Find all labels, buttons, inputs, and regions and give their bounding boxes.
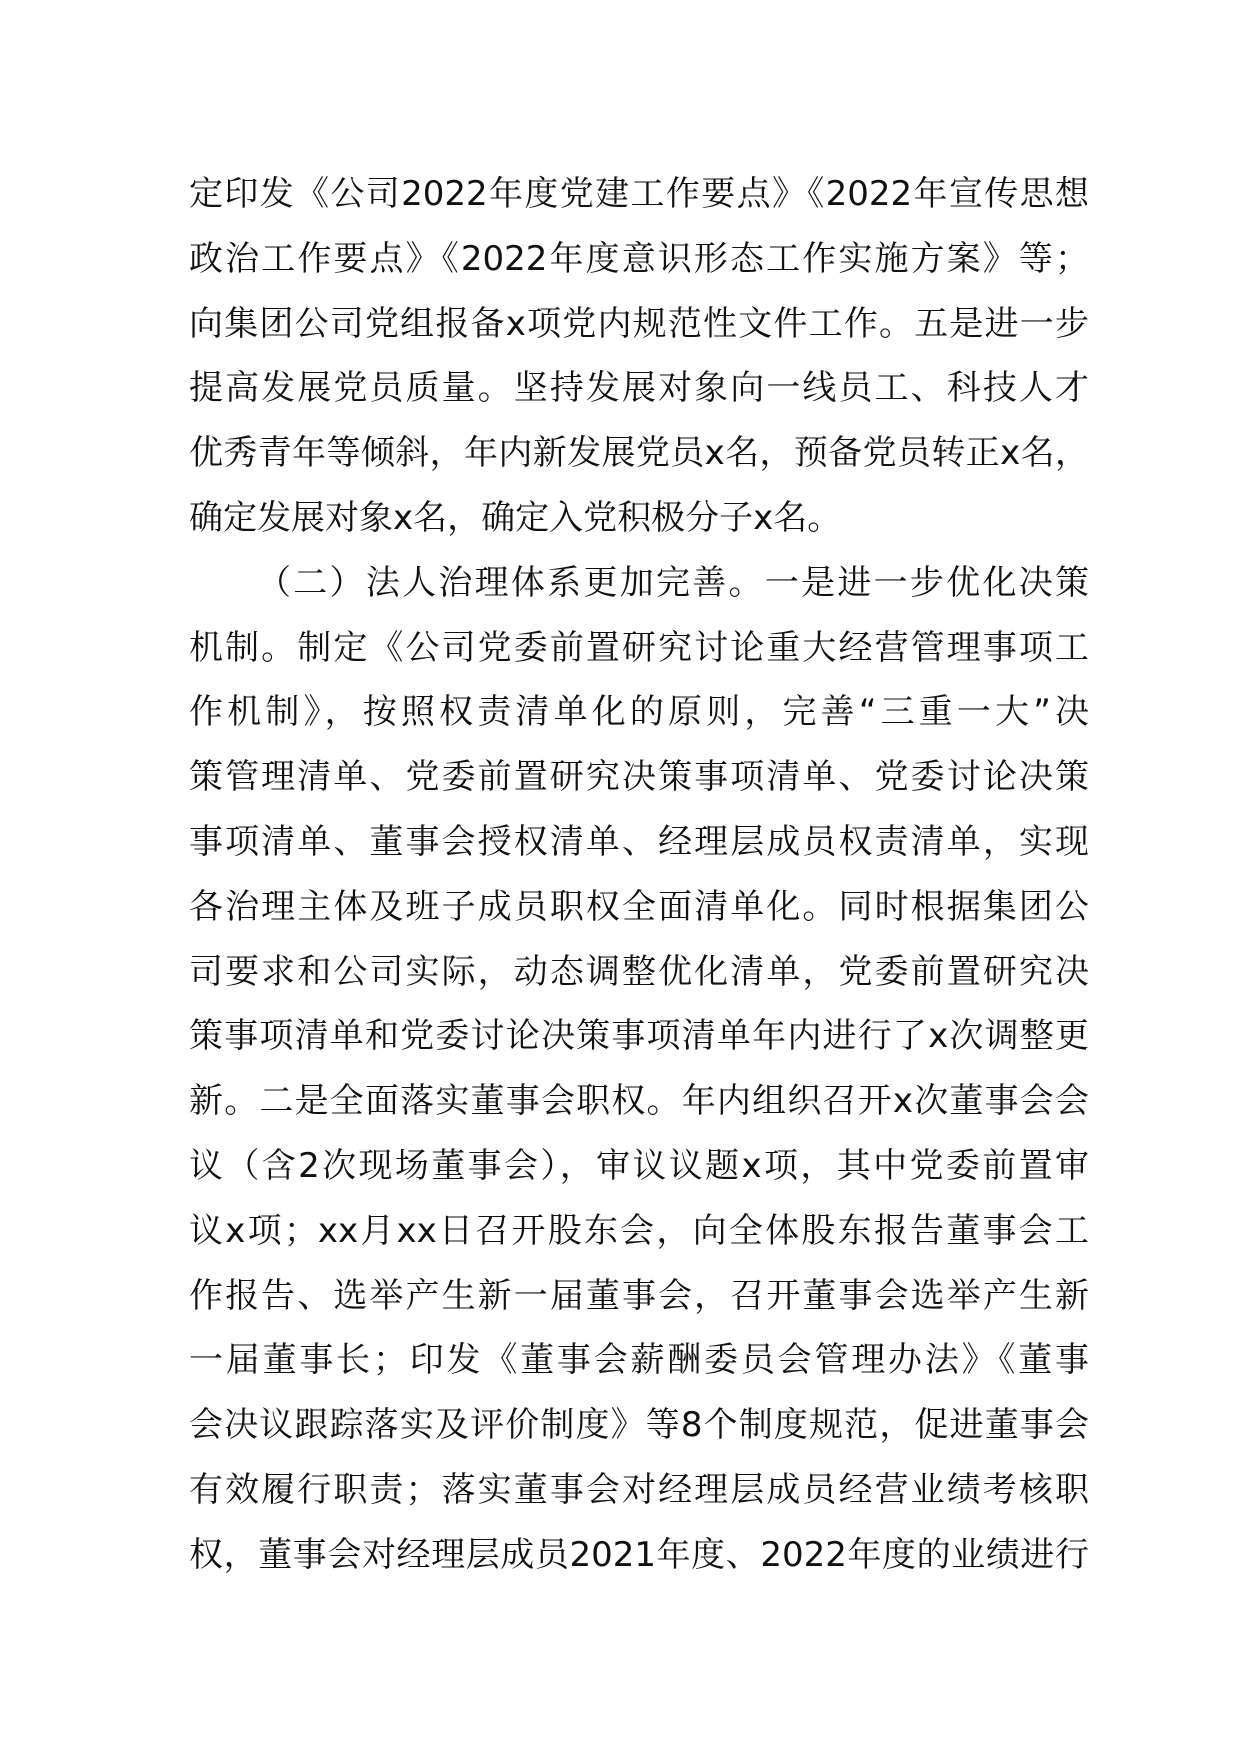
section-heading-line: （二）法人治理体系更加完善。一是进一步优化决策 — [257, 562, 1089, 603]
body-text — [189, 162, 1089, 1588]
text-line: 作机制》，按照权责清单化的原则，完善“三重一大”决 — [189, 692, 1089, 733]
text-line: 向集团公司党组报备x项党内规范性文件工作。五是进一步 — [189, 303, 1089, 344]
text-line: 一届董事长；印发《董事会薪酬委员会管理办法》《董事 — [189, 1340, 1089, 1381]
text-line: 各治理主体及班子成员职权全面清单化。同时根据集团公 — [189, 886, 1089, 927]
text-line: 策事项清单和党委讨论决策事项清单年内进行了x次调整更 — [189, 1016, 1089, 1057]
text-line: 定印发《公司2022年度党建工作要点》《2022年宣传思想 — [189, 174, 1089, 214]
text-line: 有效履行职责；落实董事会对经理层成员经营业绩考核职 — [189, 1469, 1089, 1510]
text-line: 政治工作要点》《2022年度意识形态工作实施方案》等； — [189, 238, 1089, 279]
text-line: 司要求和公司实际，动态调整优化清单，党委前置研究决 — [189, 951, 1089, 992]
text-line: 权，董事会对经理层成员2021年度、2022年度的业绩进行 — [189, 1534, 1089, 1575]
text-line: 事项清单、董事会授权清单、经理层成员权责清单，实现 — [189, 821, 1089, 862]
text-line: 议（含2次现场董事会），审议议题x项，其中党委前置审 — [189, 1145, 1089, 1186]
text-line: 优秀青年等倾斜，年内新发展党员x名，预备党员转正x名， — [189, 433, 1089, 474]
text-line: 作报告、选举产生新一届董事会，召开董事会选举产生新 — [189, 1275, 1089, 1316]
text-line: 议x项；xx月xx日召开股东会，向全体股东报告董事会工 — [189, 1210, 1089, 1251]
text-line: 提高发展党员质量。坚持发展对象向一线员工、科技人才 — [189, 368, 1089, 409]
text-line: 新。二是全面落实董事会职权。年内组织召开x次董事会会 — [189, 1081, 1089, 1122]
text-line: 会决议跟踪落实及评价制度》等8个制度规范，促进董事会 — [189, 1405, 1089, 1446]
paragraph-last-line: 确定发展对象x名，确定入党积极分子x名。 — [189, 497, 842, 538]
text-line: 策管理清单、党委前置研究决策事项清单、党委讨论决策 — [189, 757, 1089, 798]
text-line: 机制。制定《公司党委前置研究讨论重大经营管理事项工 — [189, 627, 1089, 668]
